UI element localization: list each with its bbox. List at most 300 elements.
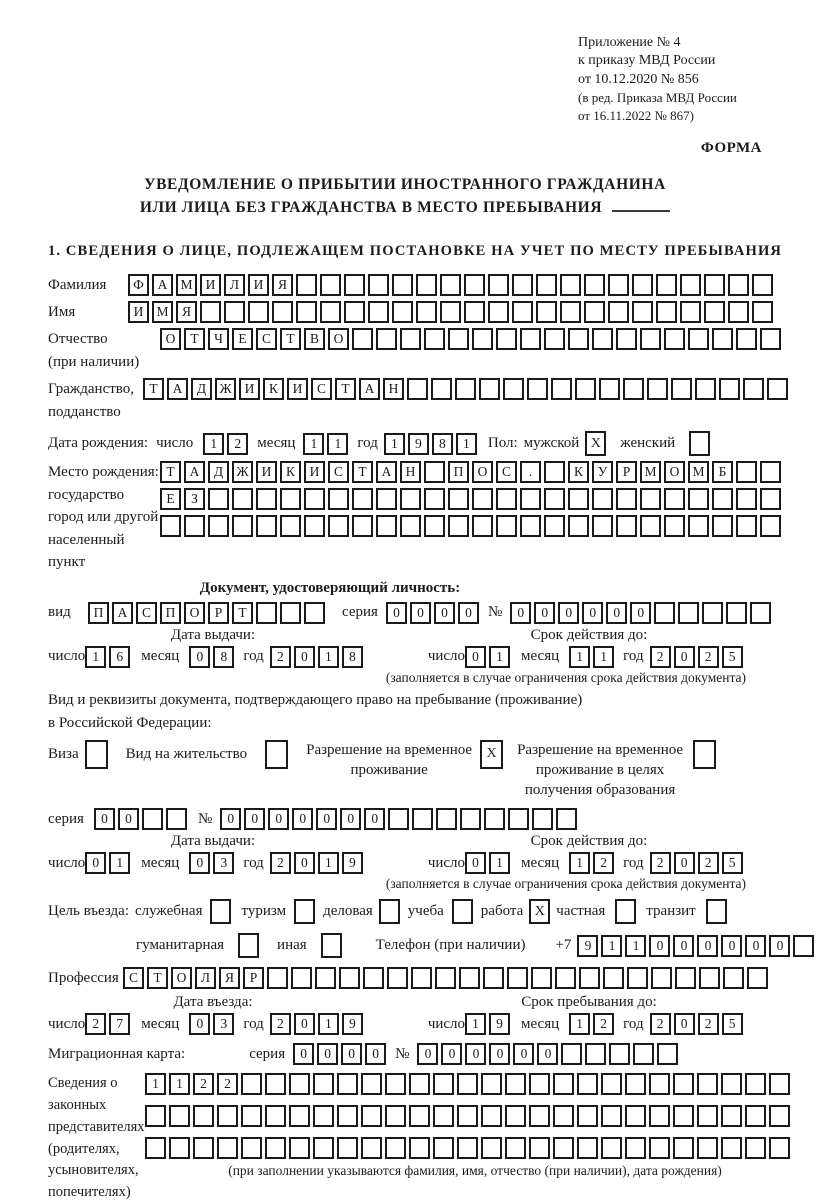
surname-input[interactable] xyxy=(128,274,776,296)
char-cell[interactable]: 1 xyxy=(384,433,405,455)
char-cell[interactable]: 0 xyxy=(630,602,651,624)
char-cell[interactable]: О xyxy=(160,328,181,350)
char-cell[interactable]: 0 xyxy=(94,808,115,830)
char-cell[interactable] xyxy=(472,328,493,350)
char-cell[interactable] xyxy=(385,1073,406,1095)
char-cell[interactable]: 0 xyxy=(364,808,385,830)
char-cell[interactable]: Л xyxy=(195,967,216,989)
char-cell[interactable]: 0 xyxy=(769,935,790,957)
char-cell[interactable]: 9 xyxy=(577,935,598,957)
char-cell[interactable]: 0 xyxy=(410,602,431,624)
identity-valid-month-input[interactable] xyxy=(569,646,617,668)
residence-number-input[interactable] xyxy=(220,808,580,830)
char-cell[interactable] xyxy=(431,378,452,400)
char-cell[interactable]: Р xyxy=(243,967,264,989)
char-cell[interactable] xyxy=(433,1073,454,1095)
char-cell[interactable] xyxy=(728,274,749,296)
char-cell[interactable]: 2 xyxy=(698,852,719,874)
identity-valid-day-input[interactable] xyxy=(465,646,513,668)
char-cell[interactable]: Р xyxy=(208,602,229,624)
char-cell[interactable] xyxy=(424,328,445,350)
char-cell[interactable]: 0 xyxy=(417,1043,438,1065)
char-cell[interactable]: Ж xyxy=(215,378,236,400)
char-cell[interactable] xyxy=(193,1105,214,1127)
char-cell[interactable] xyxy=(505,1105,526,1127)
char-cell[interactable] xyxy=(745,1137,766,1159)
char-cell[interactable] xyxy=(464,301,485,323)
char-cell[interactable] xyxy=(387,967,408,989)
char-cell[interactable] xyxy=(337,1073,358,1095)
char-cell[interactable]: 0 xyxy=(118,808,139,830)
char-cell[interactable]: К xyxy=(568,461,589,483)
char-cell[interactable] xyxy=(760,461,781,483)
char-cell[interactable] xyxy=(440,301,461,323)
char-cell[interactable] xyxy=(664,328,685,350)
char-cell[interactable]: И xyxy=(256,461,277,483)
char-cell[interactable]: Т xyxy=(352,461,373,483)
char-cell[interactable]: У xyxy=(592,461,613,483)
char-cell[interactable] xyxy=(409,1105,430,1127)
char-cell[interactable] xyxy=(433,1137,454,1159)
char-cell[interactable]: С xyxy=(256,328,277,350)
char-cell[interactable] xyxy=(609,1043,630,1065)
char-cell[interactable]: П xyxy=(448,461,469,483)
char-cell[interactable] xyxy=(488,301,509,323)
char-cell[interactable] xyxy=(272,301,293,323)
char-cell[interactable]: 0 xyxy=(534,602,555,624)
char-cell[interactable] xyxy=(339,967,360,989)
char-cell[interactable]: М xyxy=(688,461,709,483)
char-cell[interactable] xyxy=(575,378,596,400)
char-cell[interactable] xyxy=(217,1137,238,1159)
char-cell[interactable] xyxy=(166,808,187,830)
char-cell[interactable]: 5 xyxy=(722,646,743,668)
char-cell[interactable]: 2 xyxy=(217,1073,238,1095)
char-cell[interactable]: 0 xyxy=(582,602,603,624)
char-cell[interactable] xyxy=(664,515,685,537)
char-cell[interactable] xyxy=(697,1073,718,1095)
char-cell[interactable]: 1 xyxy=(601,935,622,957)
char-cell[interactable] xyxy=(304,602,325,624)
char-cell[interactable] xyxy=(627,967,648,989)
char-cell[interactable] xyxy=(657,1043,678,1065)
char-cell[interactable]: 2 xyxy=(85,1013,106,1035)
char-cell[interactable] xyxy=(671,378,692,400)
char-cell[interactable] xyxy=(520,328,541,350)
char-cell[interactable]: 0 xyxy=(189,852,210,874)
char-cell[interactable] xyxy=(200,301,221,323)
char-cell[interactable]: 2 xyxy=(650,852,671,874)
char-cell[interactable] xyxy=(752,301,773,323)
char-cell[interactable] xyxy=(483,967,504,989)
char-cell[interactable] xyxy=(481,1073,502,1095)
char-cell[interactable] xyxy=(793,935,814,957)
char-cell[interactable] xyxy=(337,1105,358,1127)
char-cell[interactable] xyxy=(313,1073,334,1095)
char-cell[interactable] xyxy=(704,301,725,323)
char-cell[interactable] xyxy=(479,378,500,400)
char-cell[interactable] xyxy=(673,1105,694,1127)
char-cell[interactable] xyxy=(256,488,277,510)
char-cell[interactable]: 0 xyxy=(513,1043,534,1065)
char-cell[interactable]: 1 xyxy=(203,433,224,455)
char-cell[interactable] xyxy=(723,967,744,989)
char-cell[interactable] xyxy=(280,488,301,510)
char-cell[interactable] xyxy=(649,1073,670,1095)
char-cell[interactable]: 9 xyxy=(342,852,363,874)
char-cell[interactable]: 1 xyxy=(327,433,348,455)
char-cell[interactable]: 2 xyxy=(227,433,248,455)
char-cell[interactable]: 0 xyxy=(434,602,455,624)
char-cell[interactable] xyxy=(688,328,709,350)
char-cell[interactable]: Ж xyxy=(232,461,253,483)
char-cell[interactable] xyxy=(412,808,433,830)
char-cell[interactable]: 0 xyxy=(292,808,313,830)
char-cell[interactable]: 1 xyxy=(318,852,339,874)
birth-place-input-row1[interactable] xyxy=(160,461,784,483)
char-cell[interactable]: 1 xyxy=(569,852,590,874)
char-cell[interactable] xyxy=(385,1137,406,1159)
char-cell[interactable] xyxy=(632,274,653,296)
char-cell[interactable]: 1 xyxy=(593,646,614,668)
char-cell[interactable]: 0 xyxy=(341,1043,362,1065)
char-cell[interactable]: 0 xyxy=(697,935,718,957)
char-cell[interactable] xyxy=(625,1105,646,1127)
char-cell[interactable]: . xyxy=(520,461,541,483)
char-cell[interactable] xyxy=(289,1073,310,1095)
char-cell[interactable]: М xyxy=(152,301,173,323)
char-cell[interactable] xyxy=(726,602,747,624)
birth-year-input[interactable] xyxy=(384,433,480,455)
char-cell[interactable] xyxy=(719,378,740,400)
char-cell[interactable]: 7 xyxy=(109,1013,130,1035)
char-cell[interactable] xyxy=(752,274,773,296)
char-cell[interactable] xyxy=(505,1073,526,1095)
char-cell[interactable]: 9 xyxy=(408,433,429,455)
char-cell[interactable] xyxy=(568,515,589,537)
char-cell[interactable]: 0 xyxy=(606,602,627,624)
identity-issue-month-input[interactable] xyxy=(189,646,237,668)
char-cell[interactable]: 0 xyxy=(537,1043,558,1065)
char-cell[interactable] xyxy=(601,1073,622,1095)
char-cell[interactable] xyxy=(750,602,771,624)
char-cell[interactable] xyxy=(633,1043,654,1065)
char-cell[interactable]: О xyxy=(472,461,493,483)
char-cell[interactable] xyxy=(400,515,421,537)
char-cell[interactable] xyxy=(508,808,529,830)
char-cell[interactable] xyxy=(424,488,445,510)
char-cell[interactable] xyxy=(584,274,605,296)
char-cell[interactable]: 1 xyxy=(109,852,130,874)
char-cell[interactable] xyxy=(527,378,548,400)
char-cell[interactable]: 1 xyxy=(318,1013,339,1035)
char-cell[interactable] xyxy=(241,1073,262,1095)
char-cell[interactable] xyxy=(721,1073,742,1095)
char-cell[interactable] xyxy=(424,461,445,483)
char-cell[interactable] xyxy=(376,488,397,510)
char-cell[interactable] xyxy=(457,1137,478,1159)
checkbox-temp-residence-education[interactable] xyxy=(693,740,716,769)
char-cell[interactable] xyxy=(640,488,661,510)
char-cell[interactable] xyxy=(584,301,605,323)
char-cell[interactable] xyxy=(616,328,637,350)
char-cell[interactable] xyxy=(435,967,456,989)
char-cell[interactable]: 2 xyxy=(593,1013,614,1035)
char-cell[interactable]: 1 xyxy=(169,1073,190,1095)
char-cell[interactable] xyxy=(601,1137,622,1159)
char-cell[interactable]: С xyxy=(328,461,349,483)
char-cell[interactable] xyxy=(320,274,341,296)
char-cell[interactable]: Б xyxy=(712,461,733,483)
char-cell[interactable] xyxy=(265,1137,286,1159)
char-cell[interactable] xyxy=(464,274,485,296)
char-cell[interactable]: 0 xyxy=(220,808,241,830)
char-cell[interactable] xyxy=(291,967,312,989)
char-cell[interactable] xyxy=(392,274,413,296)
char-cell[interactable] xyxy=(416,301,437,323)
identity-doc-number-input[interactable] xyxy=(510,602,774,624)
residence-issue-day-input[interactable] xyxy=(85,852,133,874)
char-cell[interactable] xyxy=(531,967,552,989)
char-cell[interactable]: 0 xyxy=(441,1043,462,1065)
char-cell[interactable] xyxy=(385,1105,406,1127)
char-cell[interactable]: Т xyxy=(147,967,168,989)
char-cell[interactable] xyxy=(496,515,517,537)
char-cell[interactable]: 1 xyxy=(303,433,324,455)
char-cell[interactable] xyxy=(344,274,365,296)
char-cell[interactable] xyxy=(568,488,589,510)
char-cell[interactable] xyxy=(248,301,269,323)
char-cell[interactable] xyxy=(280,515,301,537)
char-cell[interactable]: 0 xyxy=(365,1043,386,1065)
checkbox-private[interactable] xyxy=(615,899,636,924)
entry-month-input[interactable] xyxy=(189,1013,237,1035)
char-cell[interactable] xyxy=(296,301,317,323)
char-cell[interactable]: 0 xyxy=(510,602,531,624)
given-name-input[interactable] xyxy=(128,301,776,323)
char-cell[interactable]: А xyxy=(376,461,397,483)
char-cell[interactable] xyxy=(697,1137,718,1159)
stay-month-input[interactable] xyxy=(569,1013,617,1035)
char-cell[interactable]: С xyxy=(123,967,144,989)
entry-year-input[interactable] xyxy=(270,1013,366,1035)
char-cell[interactable] xyxy=(608,301,629,323)
residence-valid-day-input[interactable] xyxy=(465,852,513,874)
char-cell[interactable]: Ч xyxy=(208,328,229,350)
residence-valid-year-input[interactable] xyxy=(650,852,746,874)
char-cell[interactable]: А xyxy=(152,274,173,296)
char-cell[interactable]: И xyxy=(128,301,149,323)
char-cell[interactable] xyxy=(579,967,600,989)
char-cell[interactable] xyxy=(169,1105,190,1127)
char-cell[interactable] xyxy=(232,515,253,537)
representatives-input-row2[interactable] xyxy=(145,1105,793,1127)
char-cell[interactable] xyxy=(760,515,781,537)
char-cell[interactable]: 0 xyxy=(340,808,361,830)
checkbox-work[interactable]: X xyxy=(529,899,550,924)
char-cell[interactable]: М xyxy=(176,274,197,296)
char-cell[interactable]: С xyxy=(311,378,332,400)
char-cell[interactable]: А xyxy=(359,378,380,400)
char-cell[interactable] xyxy=(544,461,565,483)
char-cell[interactable]: 0 xyxy=(465,852,486,874)
char-cell[interactable] xyxy=(433,1105,454,1127)
representatives-input-row3[interactable] xyxy=(145,1137,793,1159)
char-cell[interactable]: Р xyxy=(616,461,637,483)
char-cell[interactable] xyxy=(313,1105,334,1127)
checkbox-study[interactable] xyxy=(452,899,473,924)
char-cell[interactable] xyxy=(448,488,469,510)
char-cell[interactable] xyxy=(313,1137,334,1159)
checkbox-temp-residence[interactable]: X xyxy=(480,740,503,769)
phone-input[interactable] xyxy=(577,935,817,957)
char-cell[interactable] xyxy=(712,328,733,350)
checkbox-visa[interactable] xyxy=(85,740,108,769)
char-cell[interactable] xyxy=(553,1137,574,1159)
char-cell[interactable]: 0 xyxy=(465,1043,486,1065)
char-cell[interactable]: И xyxy=(248,274,269,296)
birth-place-input-row2[interactable] xyxy=(160,488,784,510)
char-cell[interactable]: 2 xyxy=(698,646,719,668)
char-cell[interactable] xyxy=(457,1073,478,1095)
char-cell[interactable] xyxy=(623,378,644,400)
char-cell[interactable]: К xyxy=(280,461,301,483)
char-cell[interactable] xyxy=(217,1105,238,1127)
identity-doc-series-input[interactable] xyxy=(386,602,482,624)
char-cell[interactable] xyxy=(496,328,517,350)
char-cell[interactable]: 6 xyxy=(109,646,130,668)
char-cell[interactable] xyxy=(256,602,277,624)
char-cell[interactable]: И xyxy=(239,378,260,400)
char-cell[interactable] xyxy=(241,1137,262,1159)
char-cell[interactable]: А xyxy=(112,602,133,624)
char-cell[interactable] xyxy=(553,1073,574,1095)
char-cell[interactable] xyxy=(721,1105,742,1127)
char-cell[interactable] xyxy=(560,274,581,296)
char-cell[interactable] xyxy=(664,488,685,510)
checkbox-transit[interactable] xyxy=(706,899,727,924)
char-cell[interactable] xyxy=(368,274,389,296)
char-cell[interactable] xyxy=(512,274,533,296)
char-cell[interactable] xyxy=(411,967,432,989)
char-cell[interactable]: 2 xyxy=(270,1013,291,1035)
char-cell[interactable] xyxy=(577,1137,598,1159)
char-cell[interactable] xyxy=(459,967,480,989)
checkbox-other[interactable] xyxy=(321,933,342,958)
char-cell[interactable] xyxy=(352,488,373,510)
char-cell[interactable] xyxy=(361,1105,382,1127)
char-cell[interactable]: В xyxy=(304,328,325,350)
char-cell[interactable] xyxy=(699,967,720,989)
char-cell[interactable]: С xyxy=(496,461,517,483)
char-cell[interactable]: О xyxy=(328,328,349,350)
char-cell[interactable]: 0 xyxy=(189,646,210,668)
char-cell[interactable] xyxy=(376,515,397,537)
char-cell[interactable] xyxy=(484,808,505,830)
char-cell[interactable]: 0 xyxy=(189,1013,210,1035)
char-cell[interactable] xyxy=(767,378,788,400)
char-cell[interactable]: Л xyxy=(224,274,245,296)
char-cell[interactable] xyxy=(460,808,481,830)
char-cell[interactable] xyxy=(536,274,557,296)
char-cell[interactable] xyxy=(416,274,437,296)
char-cell[interactable] xyxy=(728,301,749,323)
char-cell[interactable] xyxy=(352,328,373,350)
char-cell[interactable]: 2 xyxy=(650,646,671,668)
char-cell[interactable]: О xyxy=(184,602,205,624)
char-cell[interactable] xyxy=(436,808,457,830)
checkbox-residence-permit[interactable] xyxy=(265,740,288,769)
char-cell[interactable] xyxy=(409,1073,430,1095)
char-cell[interactable] xyxy=(544,328,565,350)
char-cell[interactable] xyxy=(193,1137,214,1159)
profession-input[interactable] xyxy=(123,967,771,989)
char-cell[interactable]: К xyxy=(263,378,284,400)
migration-number-input[interactable] xyxy=(417,1043,681,1065)
char-cell[interactable] xyxy=(616,488,637,510)
char-cell[interactable] xyxy=(721,1137,742,1159)
birth-day-input[interactable] xyxy=(203,433,251,455)
char-cell[interactable] xyxy=(344,301,365,323)
char-cell[interactable]: 0 xyxy=(294,646,315,668)
char-cell[interactable] xyxy=(320,301,341,323)
char-cell[interactable]: 1 xyxy=(489,646,510,668)
char-cell[interactable] xyxy=(145,1137,166,1159)
char-cell[interactable] xyxy=(678,602,699,624)
char-cell[interactable] xyxy=(304,515,325,537)
char-cell[interactable] xyxy=(736,461,757,483)
char-cell[interactable] xyxy=(328,515,349,537)
char-cell[interactable]: 1 xyxy=(318,646,339,668)
char-cell[interactable] xyxy=(472,488,493,510)
char-cell[interactable]: Т xyxy=(335,378,356,400)
char-cell[interactable]: 0 xyxy=(294,852,315,874)
char-cell[interactable]: А xyxy=(167,378,188,400)
char-cell[interactable]: О xyxy=(664,461,685,483)
char-cell[interactable] xyxy=(352,515,373,537)
char-cell[interactable] xyxy=(296,274,317,296)
char-cell[interactable] xyxy=(640,328,661,350)
char-cell[interactable]: 0 xyxy=(674,1013,695,1035)
char-cell[interactable]: 1 xyxy=(625,935,646,957)
char-cell[interactable] xyxy=(529,1073,550,1095)
char-cell[interactable] xyxy=(457,1105,478,1127)
char-cell[interactable] xyxy=(224,301,245,323)
char-cell[interactable] xyxy=(599,378,620,400)
char-cell[interactable] xyxy=(184,515,205,537)
char-cell[interactable] xyxy=(651,967,672,989)
char-cell[interactable] xyxy=(712,488,733,510)
birth-month-input[interactable] xyxy=(303,433,351,455)
char-cell[interactable]: 8 xyxy=(213,646,234,668)
char-cell[interactable] xyxy=(142,808,163,830)
char-cell[interactable] xyxy=(760,328,781,350)
char-cell[interactable]: Я xyxy=(176,301,197,323)
char-cell[interactable] xyxy=(481,1137,502,1159)
char-cell[interactable]: 0 xyxy=(674,852,695,874)
char-cell[interactable] xyxy=(388,808,409,830)
char-cell[interactable] xyxy=(577,1105,598,1127)
char-cell[interactable]: 0 xyxy=(674,646,695,668)
char-cell[interactable]: Т xyxy=(143,378,164,400)
char-cell[interactable] xyxy=(304,488,325,510)
char-cell[interactable] xyxy=(208,515,229,537)
entry-day-input[interactable] xyxy=(85,1013,133,1035)
char-cell[interactable]: 5 xyxy=(722,852,743,874)
char-cell[interactable] xyxy=(488,274,509,296)
char-cell[interactable] xyxy=(568,328,589,350)
char-cell[interactable] xyxy=(520,488,541,510)
